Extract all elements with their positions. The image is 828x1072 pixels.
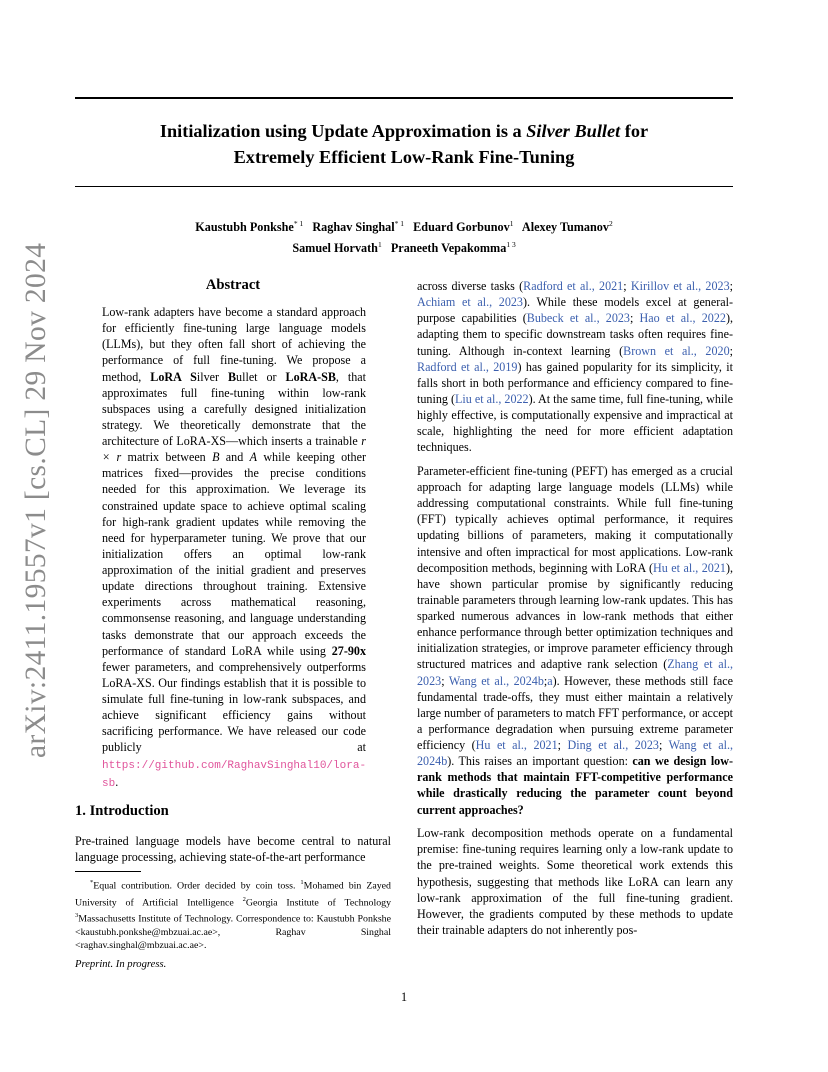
author-name: Raghav Singhal (312, 220, 395, 235)
body-text: ; (543, 673, 548, 688)
body-text: ; (441, 673, 449, 688)
citation-link[interactable]: Hao et al., 2022 (639, 311, 726, 326)
section-heading-introduction: 1. Introduction (75, 803, 169, 819)
title-line2: Extremely Efficient Low-Rank Fine-Tuning (233, 147, 575, 167)
footnote-divider (75, 871, 141, 872)
math-symbol: A (249, 450, 257, 465)
author-list (75, 215, 733, 257)
author-affiliation: * 1 (394, 219, 405, 228)
citation-link[interactable]: Zhang et al., 2023 (417, 657, 733, 688)
citation-link[interactable]: Wang et al., 2024b (417, 738, 734, 769)
abstract-text: . (115, 774, 119, 789)
footnote-marker: * (89, 879, 94, 886)
code-url-link[interactable]: https://github.com/RaghavSinghal10/lora-sb (102, 759, 367, 790)
intro-paragraph: Pre-trained language models have become central to natural language processing, achieving state-of-the-art performance (75, 834, 391, 865)
body-text: ; (658, 738, 669, 752)
math-symbol: r × r (102, 434, 366, 465)
method-name (150, 370, 197, 384)
title-rule-bottom (75, 186, 733, 187)
abstract-text: Low-rank adapters have become a standard approach for efficiently fine-tuning large language models (LLMs), but they often fall short of achieving the performance of full fine-tuning. We propose a method, (102, 305, 366, 384)
body-text: ). However, these methods still face fundamental trade-offs, they must either maintain a relatively large number of parameters to match FFT performance, or accept a performance degradation when pursuing extreme parameter efficiency ( (417, 673, 734, 752)
author-affiliation: 1 3 (506, 240, 516, 250)
body-text: across diverse tasks ( (417, 279, 524, 293)
citation-link[interactable]: Achiam et al., 2023 (417, 295, 523, 310)
body-text: ; (729, 343, 733, 358)
method-part: S (190, 369, 197, 384)
abstract-text: , that approximates full fine-tuning within low-rank subspaces using a carefully designed initialization strategy. We theoretically demonstrate that the architecture of LoRA-XS—which inserts a trainable (102, 369, 367, 448)
right-column (417, 278, 733, 946)
citation-link[interactable]: Brown et al., 2020 (623, 343, 730, 358)
math-symbol: B (212, 450, 220, 465)
page-number: 1 (400, 990, 408, 1004)
body-text: ), have shown particular promise by significantly reducing trainable parameters through learning low-rank updates. This has sparked numerous advances in low-rank methods that either enhance performance through better optimization techniques and initialization strategies, or improve parameter efficiency through structured matrices and adaptive rank selection ( (417, 560, 733, 672)
footnote-text: Mohamed bin Zayed University of Artificial Intelligence (75, 880, 391, 908)
citation-link[interactable]: a (547, 673, 553, 688)
author-affiliation: 1 (509, 219, 514, 228)
footnote-text: Equal contribution. Order decided by coin toss. (93, 880, 301, 892)
method-part: A (173, 369, 191, 384)
footnote (75, 876, 391, 952)
abstract-bold-figure: 27-90x (331, 643, 366, 658)
citation-link[interactable]: Ding et al., 2023 (567, 738, 659, 752)
method-part: ullet or (236, 369, 286, 384)
abstract-text: while keeping other matrices fixed—provides the precise conditions needed for this approximation. We leverage its constrained update space to achieve optimal scaling for high-rank gradient updates while removing the need for hyperparameter tuning. We prove that our initialization offers an optimal low-rank approximation of the initial gradient and preserves update directions throughout training. Extensive experiments across mathematical reasoning, commonsense reasoning, and language understanding tasks demonstrate that our approach exceeds the performance of standard LoRA while using (102, 450, 366, 658)
abstract-body (102, 304, 366, 792)
intro-paragraph (417, 463, 733, 818)
abstract-heading: Abstract (205, 277, 261, 293)
author-name: Alexey Tumanov (521, 220, 609, 235)
author-name: Praneeth Vepakomma (390, 241, 507, 256)
author-affiliation: * 1 (293, 219, 304, 228)
method-part: ilver (196, 369, 228, 384)
footnote-marker: 2 (242, 895, 246, 903)
citation-link[interactable]: Bubeck et al., 2023 (526, 311, 630, 326)
citation-link[interactable]: Liu et al., 2022 (454, 391, 529, 406)
title-rule-top (75, 97, 733, 99)
author-affiliation: 2 (608, 219, 613, 228)
paper-title (75, 118, 733, 170)
body-text: ). While these models excel at general-purpose capabilities ( (417, 295, 734, 326)
body-text: ), adapting them to specific downstream tasks often requires fine-tuning. Although in-context learning ( (417, 311, 733, 358)
citation-link[interactable]: Wang et al., 2024b (448, 673, 544, 688)
author-name: Samuel Horvath (292, 241, 378, 256)
citation-link[interactable]: Radford et al., 2021 (523, 279, 624, 293)
body-text: ; (729, 279, 733, 293)
intro-paragraph (417, 278, 733, 455)
body-text: ) has gained popularity for its simplicity, it falls short in both performance and efficiency compared to fine-tuning ( (417, 359, 733, 406)
citation-link[interactable]: Hu et al., 2021 (653, 560, 726, 575)
footnote-text: Massachusetts Institute of Technology. Correspondence to: Kaustubh Ponkshe <kaustubh.ponkshe@mbzuai.ac.ae>, Raghav Singhal <raghav.singhal@mbzuai.ac.ae>. (75, 913, 391, 951)
author-name: Eduard Gorbunov (413, 220, 510, 235)
method-short-name: LoRA-SB (285, 369, 336, 384)
footnote-text: Georgia Institute of Technology (245, 896, 392, 908)
body-text: ; (557, 738, 568, 752)
author-name: Kaustubh Ponkshe (195, 220, 294, 235)
body-text: Parameter-efficient fine-tuning (PEFT) has emerged as a crucial approach for adapting large language models (LLMs) while addressing computational constraints. While full fine-tuning (FFT) typically achieves optimal performance, it requires updating billions of parameters, making it computationally intensive and often impractical for most applications. Low-rank decomposition methods, beginning with LoRA ( (417, 463, 733, 575)
abstract-text: fewer parameters, and comprehensively outperforms LoRA-XS. Our findings establish that it is possible to simulate full fine-tuning in low-rank subspaces, and achieve significant efficiency gains without sacrificing performance. We have released our code publicly at (102, 659, 366, 755)
footnote-marker: 1 (300, 879, 304, 886)
footnote-marker: 3 (75, 912, 79, 919)
title-line1-part-a: Initialization using Update Approximation is a (159, 121, 527, 141)
citation-link[interactable]: Hu et al., 2021 (475, 738, 558, 752)
arxiv-identifier-stamp: arXiv:2411.19557v1 [cs.CL] 29 Nov 2024 (20, 242, 52, 758)
citation-link[interactable]: Kirillov et al., 2023 (630, 279, 730, 293)
title-emphasis: Silver Bullet (526, 121, 621, 141)
body-text: ). This raises an important question: (447, 754, 633, 769)
abstract-text: matrix between (121, 450, 213, 465)
author-affiliation: 1 (377, 240, 382, 250)
method-part: Lo (150, 369, 165, 384)
method-part: R (164, 369, 174, 384)
citation-link[interactable]: Radford et al., 2019 (417, 359, 518, 374)
title-line1-part-b: for (620, 121, 649, 141)
abstract-text: and (219, 450, 250, 465)
intro-paragraph: Low-rank decomposition methods operate on a fundamental premise: fine-tuning requires learning only a low-rank update to the pre-trained weights. Some theoretical work extends this hypothesis, suggesting that methods like LoRA can learn any low-rank approximation of the full fine-tuning gradient. However, the gradients computed by these methods to update their trainable adapters do not inherently pos- (417, 826, 733, 937)
body-text: ; (623, 279, 631, 293)
preprint-notice: Preprint. In progress. (75, 959, 167, 970)
method-part: B (227, 369, 237, 384)
body-text: ). At the same time, full fine-tuning, while highly effective, is computationally expensive and impractical at scale, highlighting the need for more efficient adaptation techniques. (417, 391, 733, 455)
body-text: ; (629, 311, 640, 326)
key-question: can we design low-rank methods that maintain FFT-competitive performance while drastically reducing the parameter count beyond current approaches? (417, 754, 733, 817)
